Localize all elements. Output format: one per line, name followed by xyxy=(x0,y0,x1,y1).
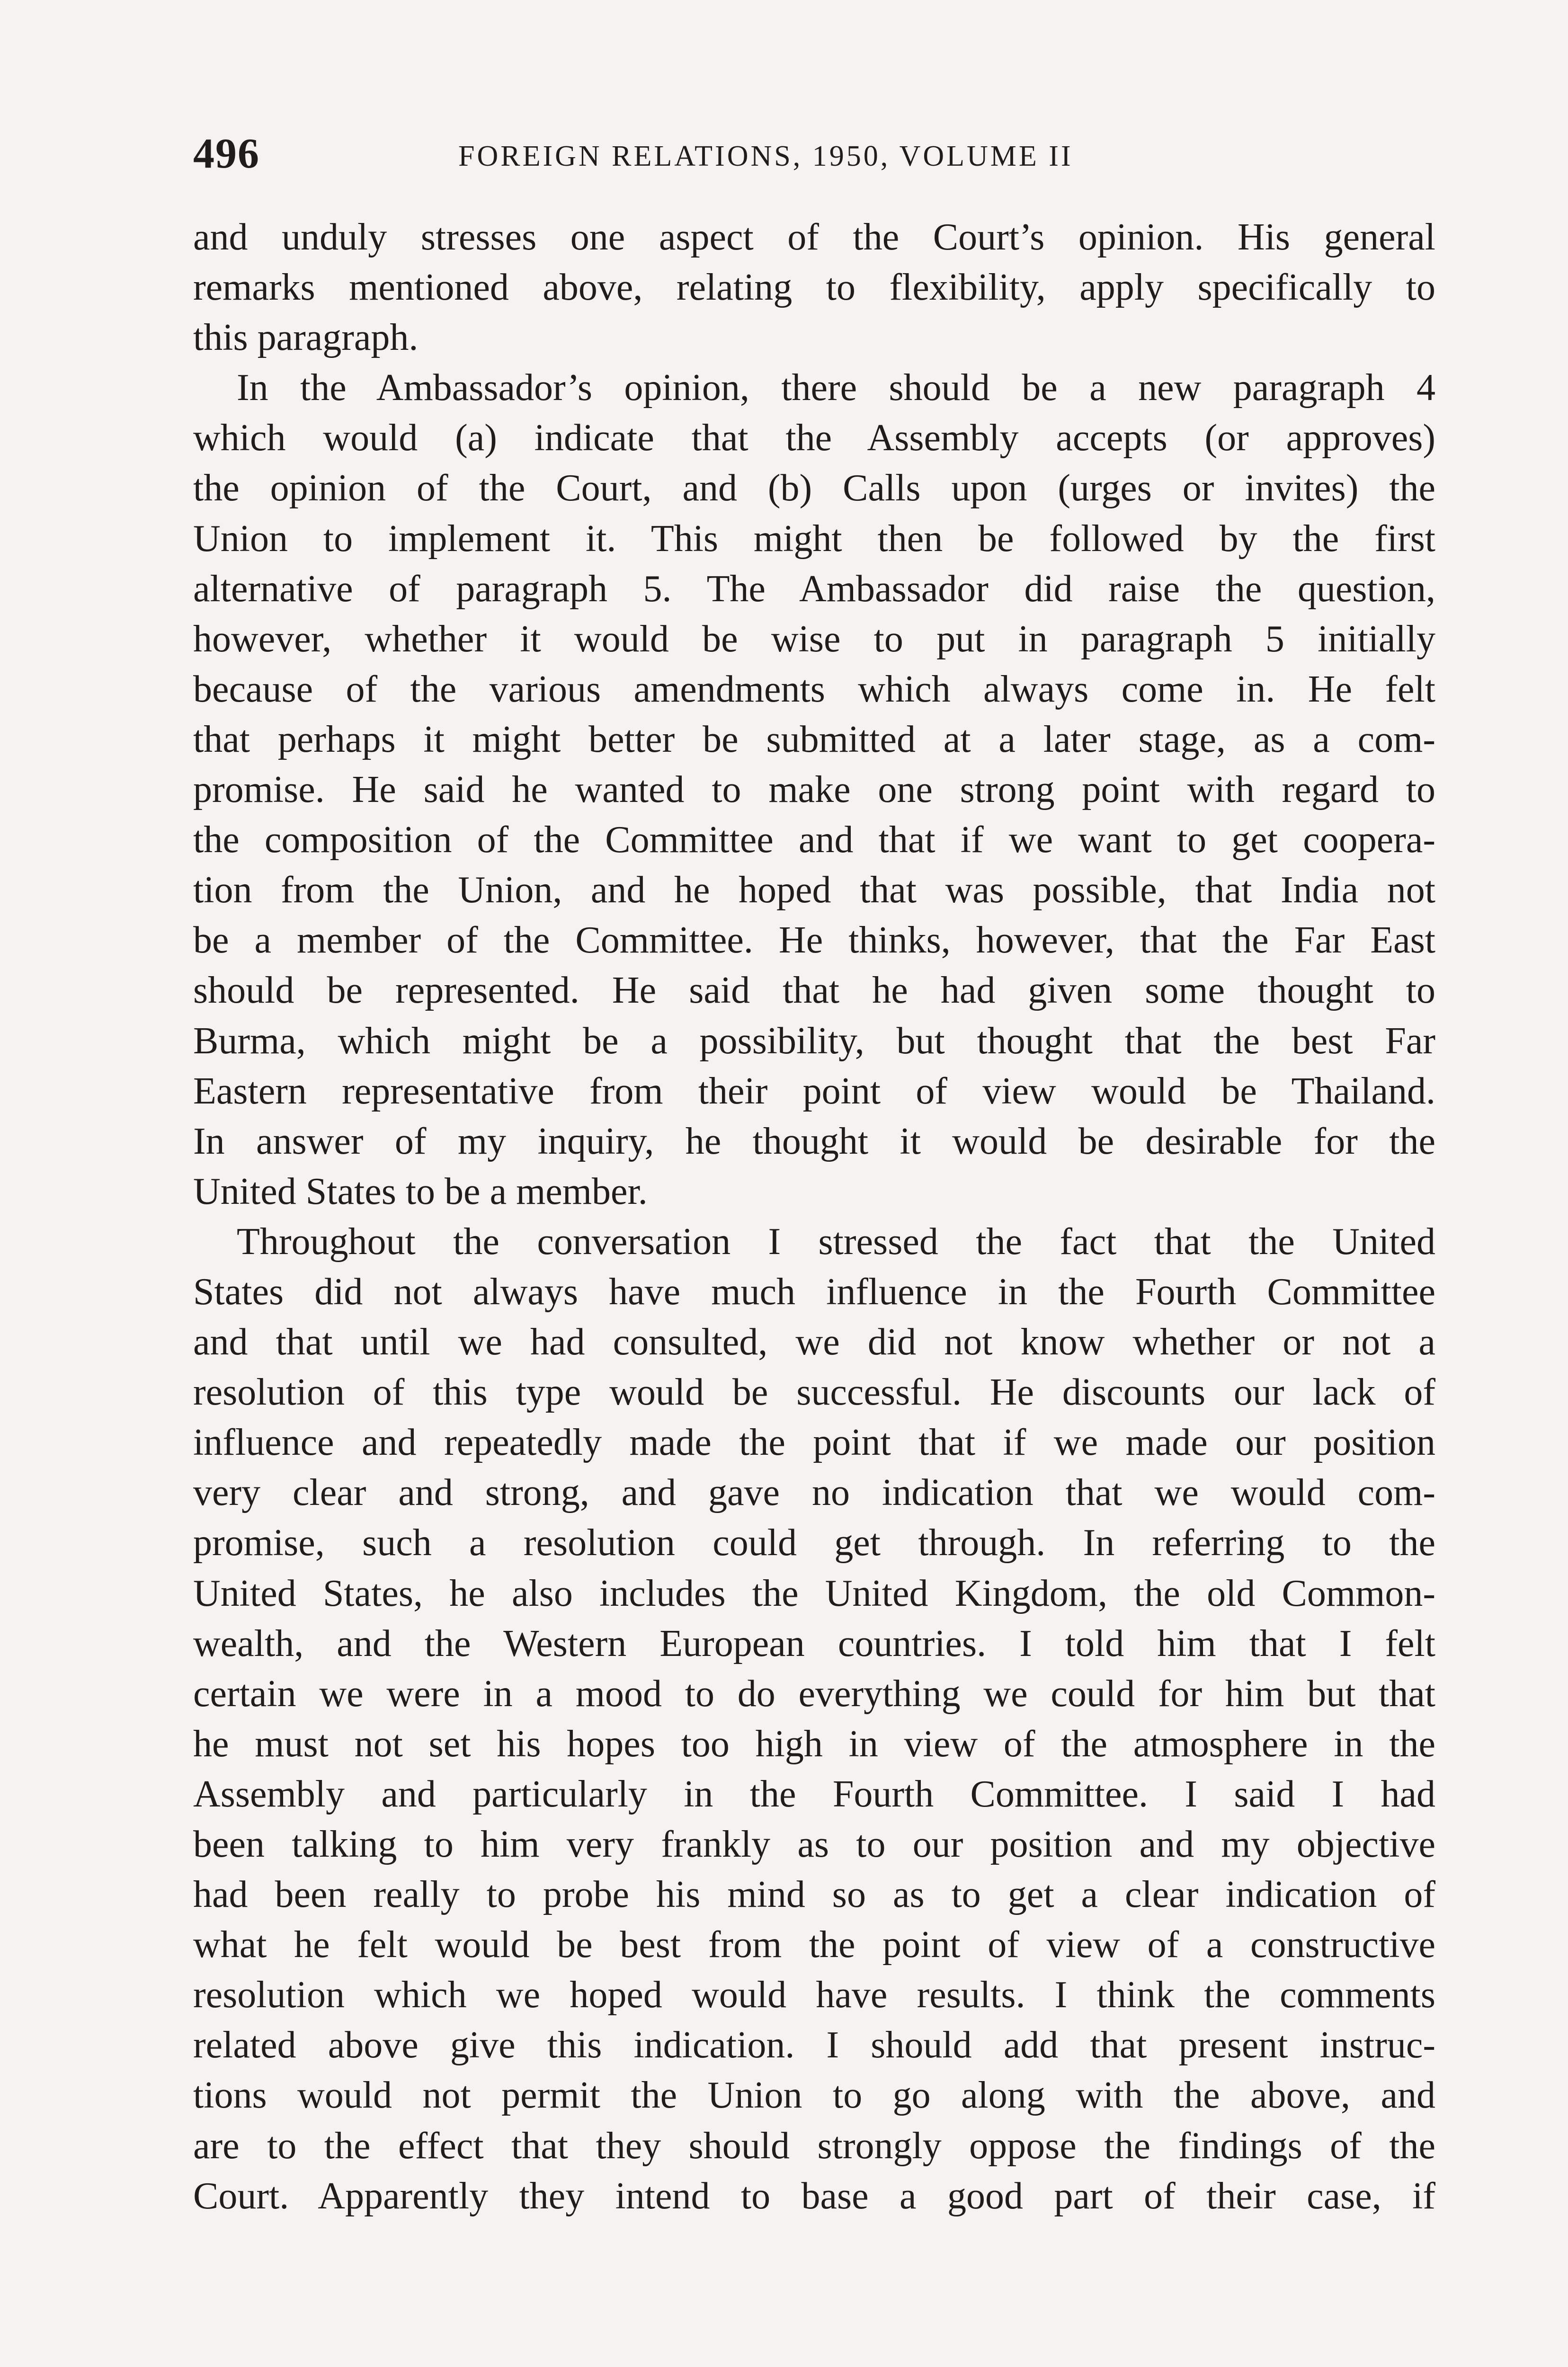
text-line: been talking to him very frankly as to our position and my objective xyxy=(193,1824,1435,1865)
text-line: the composition of the Committee and that if we want to get coopera- xyxy=(193,819,1435,861)
text-line: United States, he also includes the United Kingdom, the old Common- xyxy=(193,1572,1435,1614)
text-line: resolution which we hoped would have results. I think the comments xyxy=(193,1974,1435,2016)
text-line: had been really to probe his mind so as to get a clear indication of xyxy=(193,1874,1435,1916)
text-line: tions would not permit the Union to go along with the above, and xyxy=(193,2074,1435,2117)
text-line: because of the various amendments which always come in. He felt xyxy=(193,668,1435,710)
text-line: Burma, which might be a possibility, but thought that the best Far xyxy=(193,1020,1435,1062)
text-line: related above give this indication. I should add that present instruc- xyxy=(193,2024,1435,2066)
text-line: tion from the Union, and he hoped that was possible, that India not xyxy=(193,869,1435,911)
text-line: remarks mentioned above, relating to flexibility, apply specifically to xyxy=(193,267,1435,309)
text-line: Union to implement it. This might then be followed by the first xyxy=(193,517,1435,560)
text-line: Court. Apparently they intend to base a good part of their case, if xyxy=(193,2175,1435,2217)
text-line: promise. He said he wanted to make one strong point with regard to xyxy=(193,769,1435,811)
text-line: however, whether it would be wise to put in paragraph 5 initially xyxy=(193,618,1435,660)
text-line: alternative of paragraph 5. The Ambassador did raise the question, xyxy=(193,568,1435,610)
text-line: which would (a) indicate that the Assembly accepts (or approves) xyxy=(193,417,1435,459)
text-line: States did not always have much influence in the Fourth Committee xyxy=(193,1271,1435,1313)
running-title: FOREIGN RELATIONS, 1950, VOLUME II xyxy=(458,140,1073,172)
text-line: Eastern representative from their point of view would be Thailand. xyxy=(193,1070,1435,1112)
text-line: should be represented. He said that he had given some thought to xyxy=(193,970,1435,1012)
text-line: be a member of the Committee. He thinks, however, that the Far East xyxy=(193,919,1435,961)
text-line: wealth, and the Western European countries. I told him that I felt xyxy=(193,1622,1435,1664)
text-line: that perhaps it might better be submitted at a later stage, as a com- xyxy=(193,718,1435,760)
text-line: very clear and strong, and gave no indication that we would com- xyxy=(193,1472,1435,1514)
text-line: influence and repeatedly made the point that if we made our position xyxy=(193,1422,1435,1464)
text-line: certain we were in a mood to do everything we could for him but that xyxy=(193,1673,1435,1715)
text-line: resolution of this type would be successful. He discounts our lack of xyxy=(193,1371,1435,1414)
text-line: In answer of my inquiry, he thought it would be desirable for the xyxy=(193,1120,1435,1162)
text-line: what he felt would be best from the point of view of a constructive xyxy=(193,1924,1435,1966)
text-line: and unduly stresses one aspect of the Court’s opinion. His general xyxy=(193,216,1435,258)
text-line: and that until we had consulted, we did not know whether or not a xyxy=(193,1321,1435,1363)
text-line: In the Ambassador’s opinion, there should be a new paragraph 4 xyxy=(237,367,1435,409)
text-line: this paragraph. xyxy=(193,317,419,359)
text-line: are to the effect that they should strongly oppose the findings of the xyxy=(193,2125,1435,2167)
page-number: 496 xyxy=(193,130,260,177)
text-line: Assembly and particularly in the Fourth Committee. I said I had xyxy=(193,1773,1435,1815)
text-line: the opinion of the Court, and (b) Calls upon (urges or invites) the xyxy=(193,467,1435,509)
text-line: promise, such a resolution could get through. In referring to the xyxy=(193,1522,1435,1564)
text-line: Throughout the conversation I stressed the fact that the United xyxy=(237,1220,1435,1263)
running-header xyxy=(193,128,1435,180)
text-line: he must not set his hopes too high in view of the atmosphere in the xyxy=(193,1723,1435,1765)
text-line: United States to be a member. xyxy=(193,1170,648,1212)
body-text xyxy=(193,212,1435,2221)
